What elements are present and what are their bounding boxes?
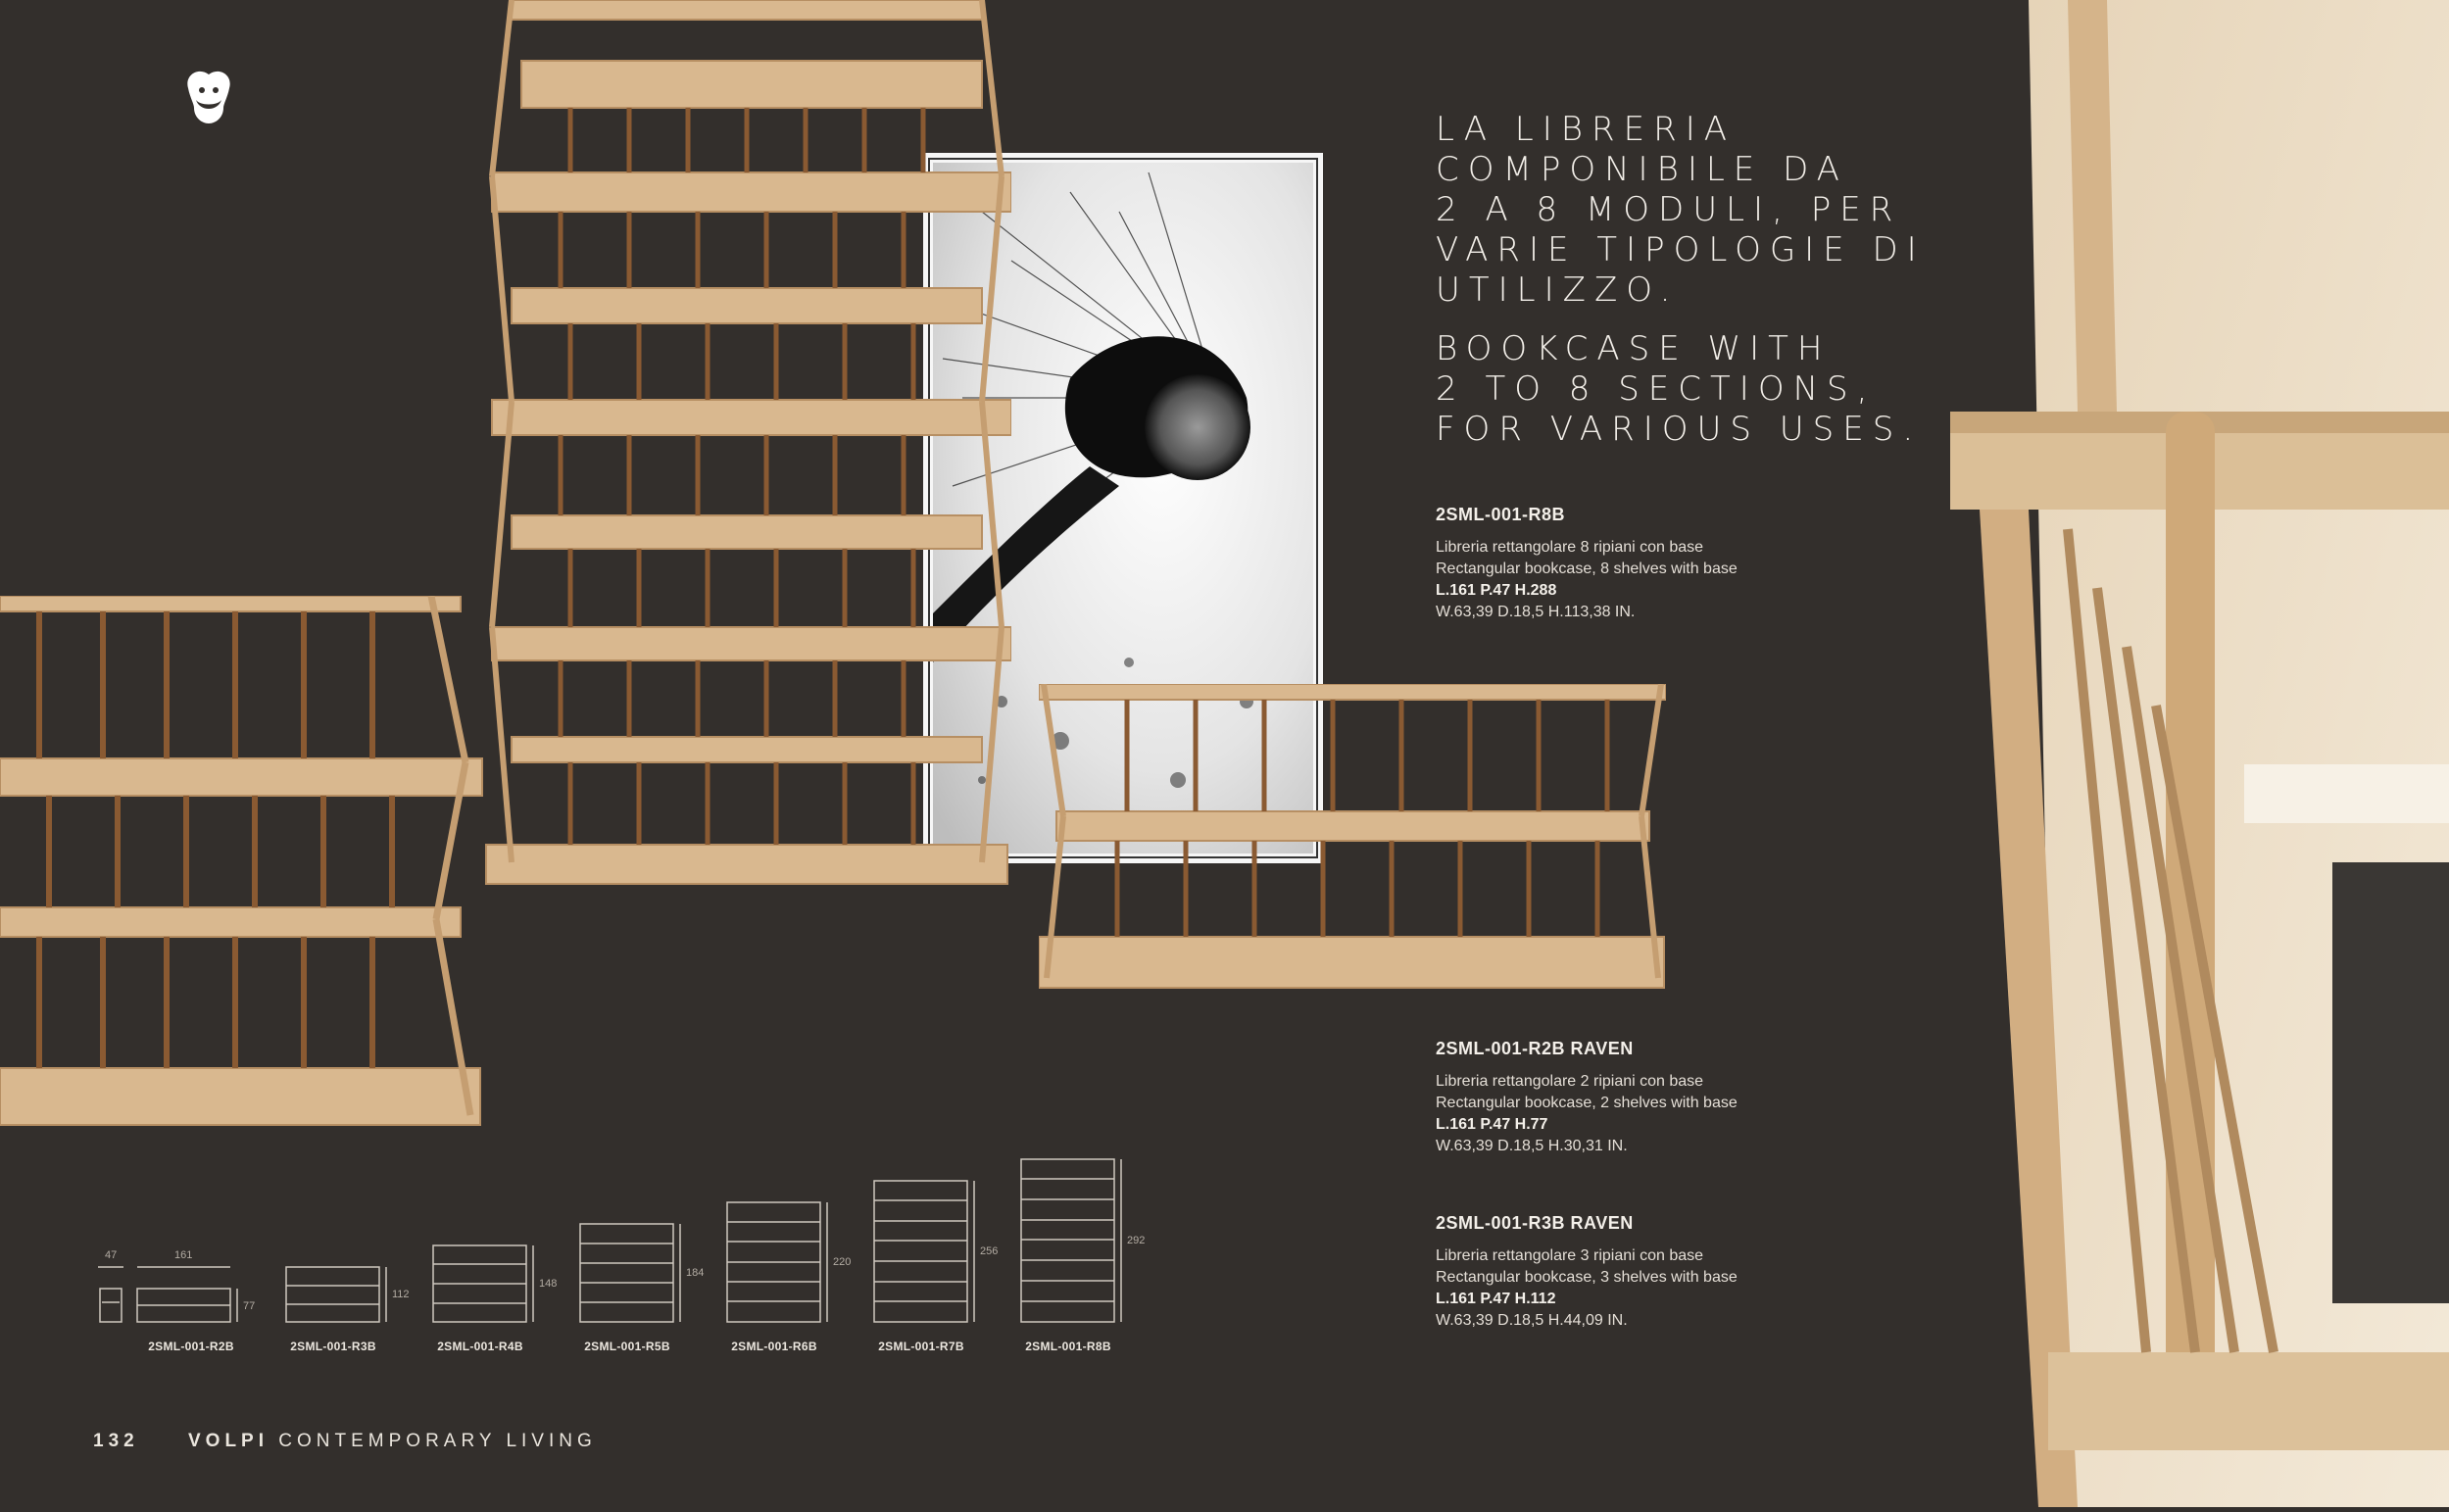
- heading-line: VARIE TIPOLOGIE DI: [1436, 230, 1926, 269]
- heading-line: LA LIBRERIA: [1436, 110, 1737, 149]
- product-spec-r2b: [1436, 1039, 1738, 1157]
- height-label: 77: [243, 1300, 256, 1312]
- product-dims-in: W.63,39 D.18,5 H.44,09 IN.: [1436, 1312, 1628, 1329]
- brand-tagline: CONTEMPORARY LIVING: [278, 1431, 597, 1451]
- bookcase-2-shelves-photo: [1039, 684, 1666, 993]
- thumbnail-code: 2SML-001-R3B: [290, 1340, 376, 1353]
- dimension-diagrams: [88, 1151, 1147, 1367]
- side-width-label: 47: [105, 1249, 118, 1261]
- product-dims-cm: L.161 P.47 H.288: [1436, 582, 1557, 599]
- product-dims-cm: L.161 P.47 H.112: [1436, 1291, 1556, 1307]
- front-width-label: 161: [174, 1249, 193, 1261]
- product-dims-in: W.63,39 D.18,5 H.30,31 IN.: [1436, 1138, 1628, 1154]
- page-number: 132: [93, 1431, 139, 1451]
- brand-name: VOLPI: [188, 1431, 269, 1451]
- product-code: 2SML-001-R2B RAVEN: [1436, 1039, 1634, 1058]
- tall-bookcase-8-shelves-photo: [482, 0, 1011, 887]
- heading-line: FOR VARIOUS USES.: [1436, 410, 1923, 449]
- product-desc-it: Libreria rettangolare 8 ripiani con base: [1436, 539, 1704, 556]
- height-label: 256: [980, 1245, 999, 1257]
- heading-line: BOOKCASE WITH: [1436, 329, 1832, 368]
- product-desc-en: Rectangular bookcase, 2 shelves with base: [1436, 1095, 1738, 1111]
- height-label: 148: [539, 1278, 558, 1290]
- product-code: 2SML-001-R8B: [1436, 505, 1566, 524]
- product-spec-r3b: [1436, 1213, 1738, 1332]
- product-desc-en: Rectangular bookcase, 3 shelves with base: [1436, 1269, 1738, 1286]
- heading-italian: [1436, 110, 1926, 311]
- brand-logo: [184, 69, 233, 123]
- height-label: 292: [1127, 1235, 1146, 1246]
- product-desc-en: Rectangular bookcase, 8 shelves with base: [1436, 561, 1738, 577]
- height-label: 112: [392, 1289, 410, 1300]
- product-dims-in: W.63,39 D.18,5 H.113,38 IN.: [1436, 604, 1636, 620]
- thumbnail-code: 2SML-001-R8B: [1025, 1340, 1111, 1353]
- thumbnail-drawings: [88, 1151, 1147, 1367]
- thumbnail-code: 2SML-001-R4B: [437, 1340, 523, 1353]
- thumbnail-code: 2SML-001-R6B: [731, 1340, 817, 1353]
- heading-line: 2 A 8 MODULI, PER: [1436, 190, 1902, 229]
- product-code: 2SML-001-R3B RAVEN: [1436, 1213, 1634, 1233]
- heading-english: [1436, 329, 1922, 450]
- thumbnail-code: 2SML-001-R7B: [878, 1340, 964, 1353]
- heading-line: 2 TO 8 SECTIONS,: [1436, 369, 1877, 409]
- footer-brand: [188, 1431, 597, 1452]
- product-spec-r8b: [1436, 505, 1738, 623]
- heading-line: UTILIZZO.: [1436, 270, 1680, 310]
- bookcase-detail-closeup-photo: [1950, 0, 2449, 1507]
- thumbnail-code: 2SML-001-R5B: [584, 1340, 670, 1353]
- heading-line: COMPONIBILE DA: [1436, 150, 1848, 189]
- height-label: 220: [833, 1256, 852, 1268]
- product-desc-it: Libreria rettangolare 2 ripiani con base: [1436, 1073, 1704, 1090]
- product-dims-cm: L.161 P.47 H.77: [1436, 1116, 1548, 1133]
- thumbnail-code: 2SML-001-R2B: [148, 1340, 234, 1353]
- height-label: 184: [686, 1267, 705, 1279]
- bookcase-3-shelves-photo: [0, 596, 485, 1130]
- product-desc-it: Libreria rettangolare 3 ripiani con base: [1436, 1247, 1704, 1264]
